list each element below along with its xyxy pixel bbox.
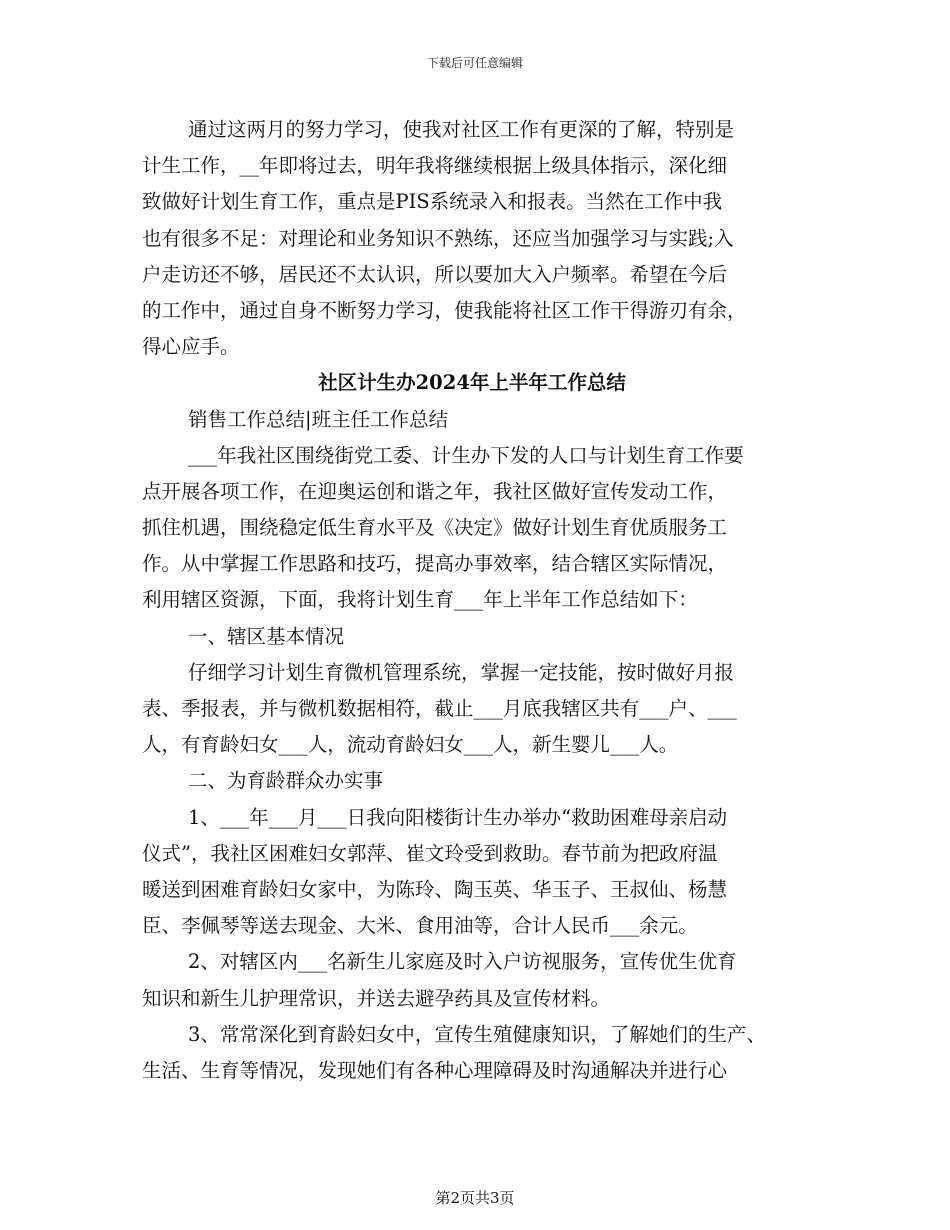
text-line: 的工作中，通过自身不断努力学习，使我能将社区工作干得游刃有余， (142, 298, 747, 322)
text-line: 表、季报表，并与微机数据相符，截止___月底我辖区共有___户、___ (142, 697, 737, 720)
header-note: 下载后可任意编辑 (426, 56, 523, 70)
section-title: 社区计生办2024年上半年工作总结 (318, 371, 626, 395)
text-line: 抓住机遇，围绕稳定低生育水平及《决定》做好计划生育优质服务工 (142, 516, 728, 540)
text-line: 仔细学习计划生育微机管理系统，掌握一定技能，按时做好月报 (188, 660, 735, 684)
text-line: 3、常常深化到育龄妇女中，宣传生殖健康知识，了解她们的生产、 (188, 1022, 766, 1046)
page-number: 第2页共3页 (435, 1189, 515, 1207)
text-line: 生活、生育等情况，发现她们有各种心理障碍及时沟通解决并进行心 (142, 1058, 728, 1082)
text-line: 点开展各项工作，在迎奥运创和谐之年，我社区做好宣传发动工作， (142, 479, 728, 503)
text-line: 2、对辖区内___名新生儿家庭及时入户访视服务，宣传优生优育 (188, 950, 737, 974)
text-line: 臣、李佩琴等送去现金、大米、食用油等，合计人民币___余元。 (142, 914, 698, 938)
text-line: 致做好计划生育工作，重点是PIS系统录入和报表。当然在工作中我 (142, 190, 723, 214)
text-line: 暖送到困难育龄妇女家中，为陈玲、陶玉英、华玉子、王叔仙、杨慧 (142, 877, 728, 901)
text-line: 二、为育龄群众办实事 (188, 769, 384, 793)
text-line: 人，有育龄妇女___人，流动育龄妇女___人，新生婴儿___人。 (142, 733, 679, 757)
document-body (142, 112, 802, 1089)
text-line: 利用辖区资源，下面，我将计划生育___年上半年工作总结如下： (142, 588, 698, 612)
text-line: 仪式”，我社区困难妇女郭萍、崔文玲受到救助。春节前为把政府温 (142, 841, 718, 865)
text-line: 计生工作，__年即将过去，明年我将继续根据上级具体指示，深化细 (142, 154, 728, 178)
text-line: 户走访还不够，居民还不太认识，所以要加大入户频率。希望在今后 (142, 262, 728, 286)
text-line: 1、___年___月___日我向阳楼街计生办举办“救助困难母亲启动 (188, 805, 728, 829)
text-line: 一、辖区基本情况 (188, 624, 345, 648)
text-line: 知识和新生儿护理常识，并送去避孕药具及宣传材料。 (142, 986, 611, 1010)
text-line: 作。从中掌握工作思路和技巧，提高办事效率，结合辖区实际情况， (142, 552, 728, 576)
text-line: 销售工作总结|班主任工作总结 (188, 407, 449, 431)
text-line: ___年我社区围绕街党工委、计生办下发的人口与计划生育工作要 (188, 443, 744, 467)
text-line: 也有很多不足：对理论和业务知识不熟练，还应当加强学习与实践;入 (142, 226, 734, 250)
text-line: 通过这两月的努力学习，使我对社区工作有更深的了解，特别是 (188, 118, 735, 141)
text-line: 得心应手。 (142, 335, 240, 359)
